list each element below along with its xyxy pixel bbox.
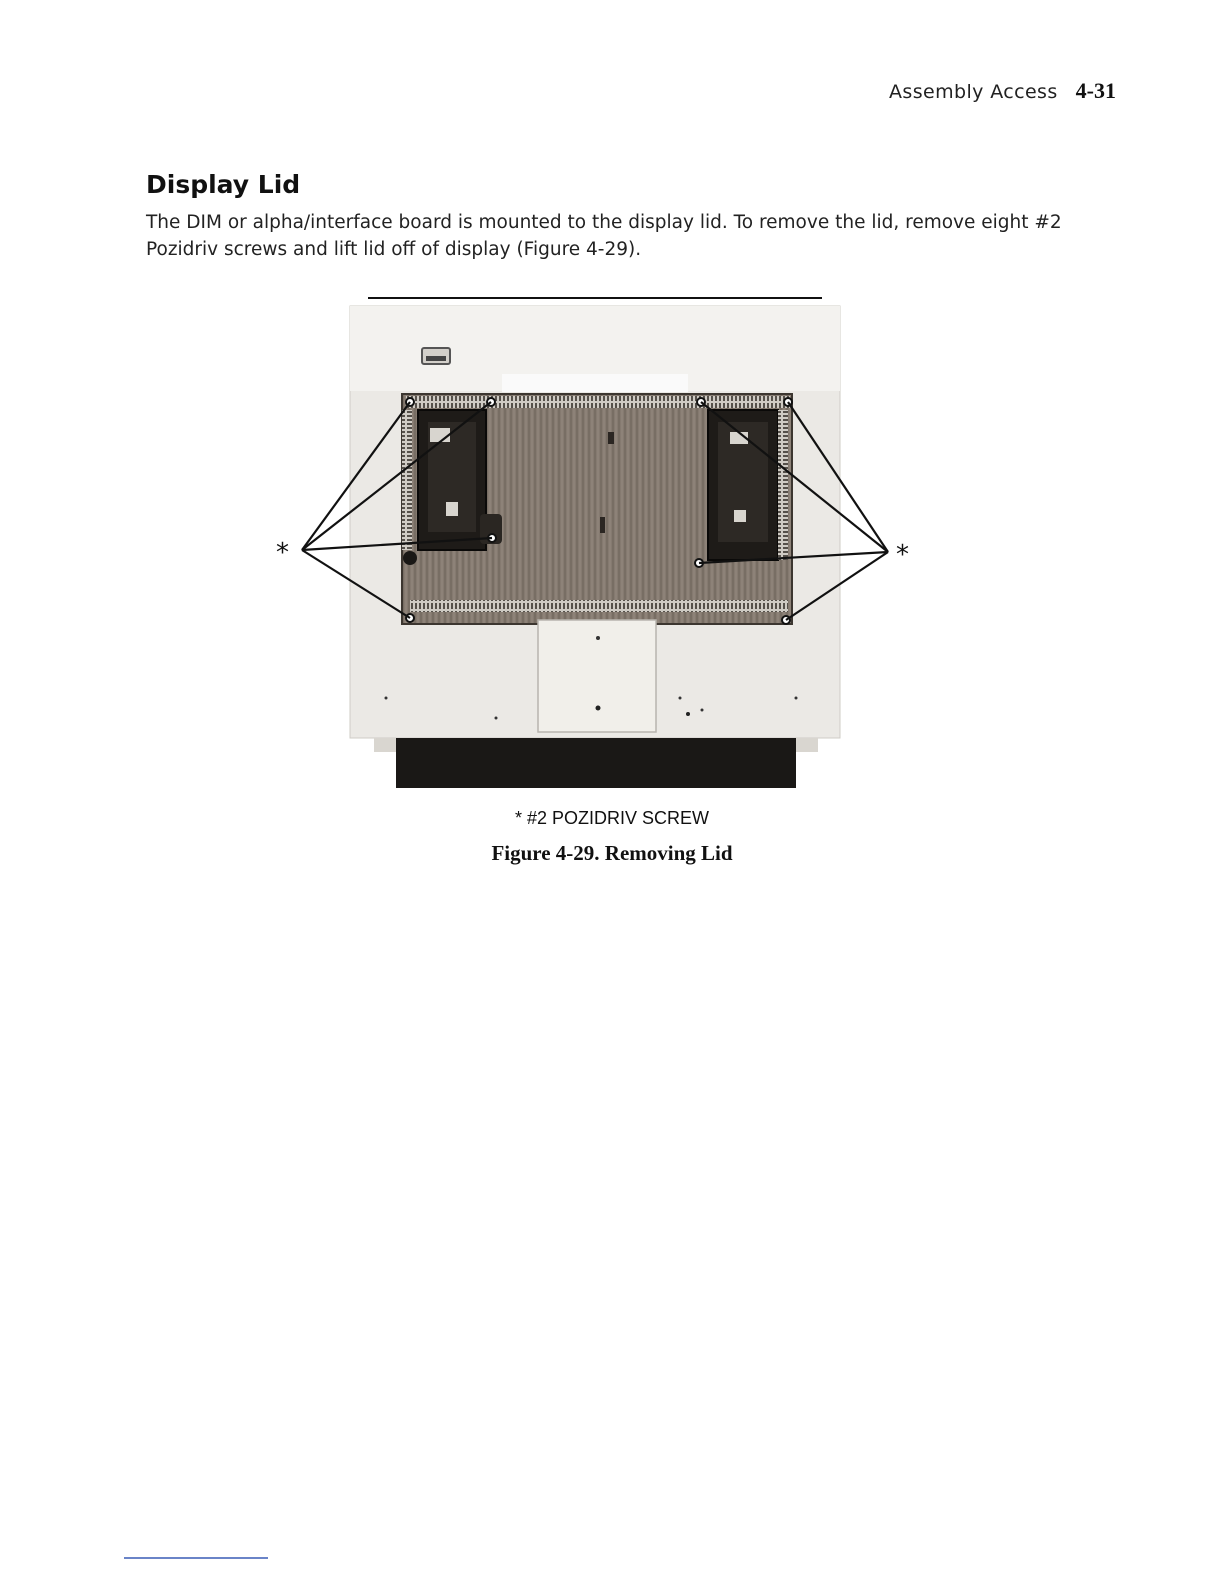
footer-rule [124, 1557, 268, 1559]
callout-asterisk-right: * [896, 540, 909, 570]
top-connector [406, 396, 790, 408]
section-title: Display Lid [146, 170, 301, 199]
body-paragraph: The DIM or alpha/interface board is mounted to the display lid. To remove the lid, remove eight #2 Pozidriv screws and lift lid off of display (Figure 4-29). [146, 212, 1062, 260]
running-header-section: Assembly Access [889, 81, 1058, 103]
display-base [396, 738, 796, 788]
figure-caption: Figure 4-29. Removing Lid [491, 841, 733, 865]
page-number: 4-31 [1075, 78, 1116, 103]
page-header [889, 78, 1116, 104]
bottom-connector [410, 600, 788, 612]
figure-legend: * #2 POZIDRIV SCREW [514, 808, 710, 828]
callout-asterisk-left: * [276, 538, 289, 568]
figure-photo-display-lid [270, 282, 930, 802]
